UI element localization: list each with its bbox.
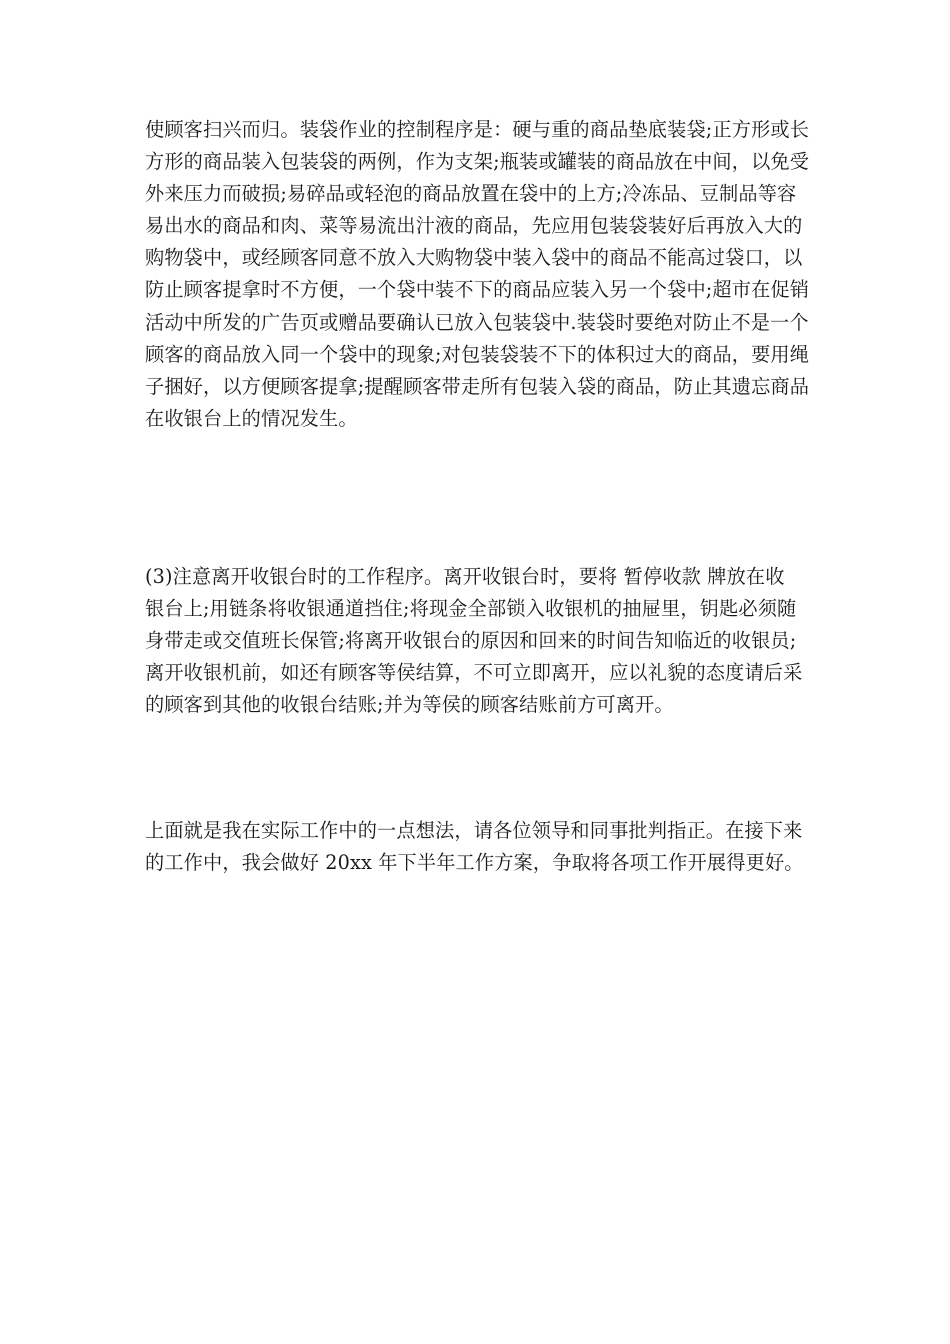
- text-line: 易出水的商品和肉、菜等易流出汁液的商品，先应用包装袋装好后再放入大的: [145, 214, 803, 238]
- paragraph-bagging-procedure: [145, 114, 815, 435]
- text-line: 的顾客到其他的收银台结账;并为等侯的顾客结账前方可离开。: [145, 693, 674, 717]
- text-line: 上面就是我在实际工作中的一点想法，请各位领导和同事批判指正。在接下来: [145, 819, 803, 842]
- text-line: 方形的商品装入包装袋的两例，作为支架;瓶装或罐装的商品放在中间，以免受: [145, 150, 810, 174]
- text-line: 离开收银机前，如还有顾客等侯结算，不可立即离开，应以礼貌的态度请后采: [145, 661, 803, 685]
- text-line: 子捆好，以方便顾客提拿;提醒顾客带走所有包装入袋的商品，防止其遗忘商品: [145, 374, 810, 398]
- text-line: 购物袋中，或经顾客同意不放入大购物袋中装入袋中的商品不能高过袋口，以: [145, 246, 803, 270]
- text-line: 的工作中，我会做好 20xx 年下半年工作方案，争取将各项工作开展得更好。: [145, 851, 804, 875]
- text-line: 银台上;用链条将收银通道挡住;将现金全部锁入收银机的抽屉里，钥匙必须随: [145, 597, 797, 621]
- text-line: (3)注意离开收银台时的工作程序。离开收银台时，要将 暂停收款 牌放在收: [145, 565, 785, 588]
- text-line: 使顾客扫兴而归。装袋作业的控制程序是：硬与重的商品垫底装袋;正方形或长: [145, 118, 810, 141]
- text-line: 顾客的商品放入同一个袋中的现象;对包装袋装不下的体积过大的商品，要用绳: [145, 342, 810, 366]
- text-line: 身带走或交值班长保管;将离开收银台的原因和回来的时间告知临近的收银员;: [145, 629, 797, 653]
- text-line: 防止顾客提拿时不方便，一个袋中装不下的商品应装入另一个袋中;超市在促销: [145, 278, 810, 302]
- text-line: 活动中所发的广告页或赠品要确认已放入包装袋中.装袋时要绝对防止不是一个: [145, 310, 809, 334]
- paragraph-leaving-checkout: [145, 561, 815, 721]
- text-line: 在收银台上的情况发生。: [145, 406, 358, 430]
- paragraph-closing: [145, 815, 815, 879]
- text-line: 外来压力而破损;易碎品或轻泡的商品放置在袋中的上方;冷冻品、豆制品等容: [145, 182, 797, 206]
